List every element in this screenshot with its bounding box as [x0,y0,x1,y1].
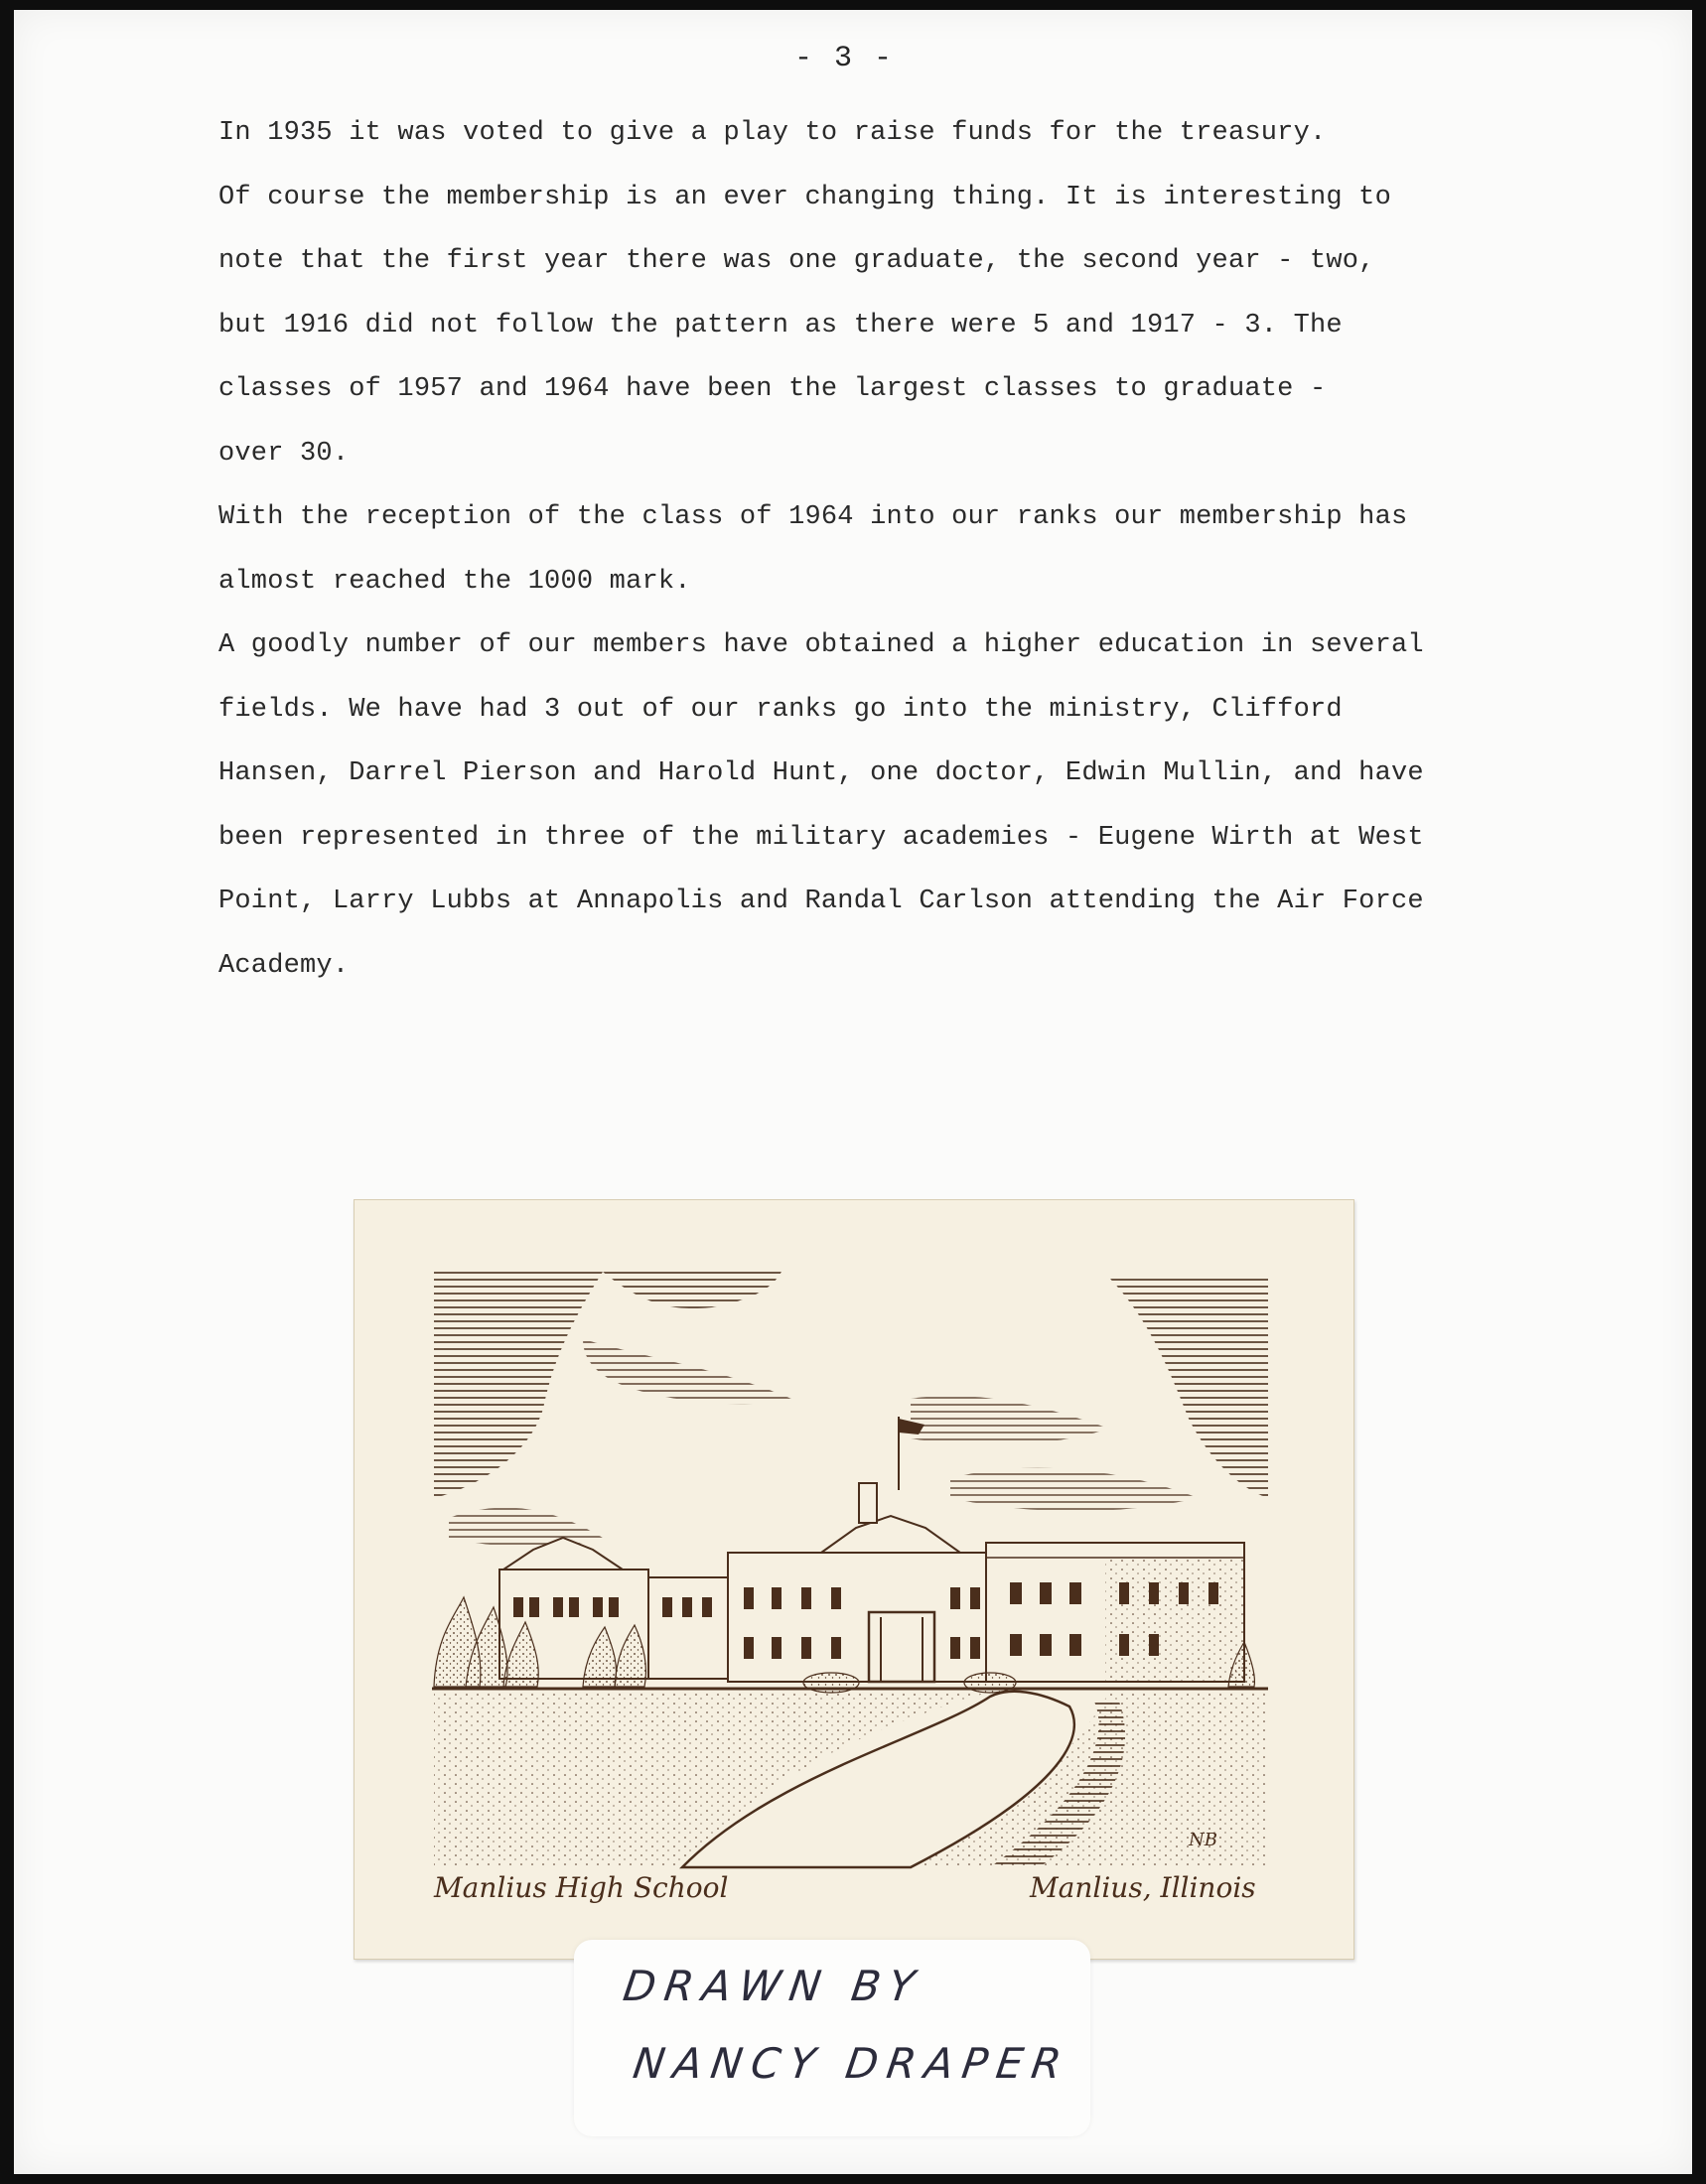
caption-location: Manlius, Illinois [1030,1871,1256,1904]
text-line: note that the first year there was one graduate, the second year - two, [218,246,1375,276]
artist-label-card [574,1940,1090,2136]
text-line: Of course the membership is an ever changing thing. It is interesting to [218,182,1391,212]
caption-school-name: Manlius High School [434,1871,729,1904]
chimney [859,1483,877,1523]
text-line: fields. We have had 3 out of our ranks go into the ministry, Clifford [218,694,1343,725]
cloud-hatch-2 [911,1396,1109,1445]
text-line: Academy. [218,950,350,981]
text-line: classes of 1957 and 1964 have been the largest classes to graduate - [218,374,1327,404]
sky-hatch-right [1109,1278,1268,1498]
text-line: been represented in three of the military academies - Eugene Wirth at West [218,822,1424,853]
school-drawing [355,1200,1353,1959]
cloud-hatch-1 [583,1339,791,1404]
text-line: almost reached the 1000 mark. [218,566,691,597]
sky-hatch-left [434,1272,603,1498]
cloud-hatch-3 [950,1468,1199,1512]
handwritten-artist-name: NANCY DRAPER [630,2039,1073,2088]
artist-initials: NB [1189,1830,1217,1850]
entrance-portico [869,1612,934,1682]
text-line: In 1935 it was voted to give a play to raise funds for the treasury. [218,118,1327,148]
school-illustration [354,1199,1354,1960]
text-line: over 30. [218,438,350,469]
text-line: With the reception of the class of 1964 into our ranks our membership has [218,502,1408,532]
text-line: Hansen, Darrel Pierson and Harold Hunt, one doctor, Edwin Mullin, and have [218,758,1424,788]
cloud-hatch-4 [449,1508,603,1548]
right-wing-texture [1105,1560,1244,1681]
handwritten-drawn-by: DRAWN BY [620,1962,926,2010]
page-number: - 3 - [794,42,895,75]
left-connector [648,1577,728,1679]
text-line: but 1916 did not follow the pattern as there were 5 and 1917 - 3. The [218,310,1343,341]
sky-hatch-top [603,1272,782,1308]
main-building [728,1553,986,1682]
text-line: A goodly number of our members have obtained a higher education in several [218,630,1424,660]
text-line: Point, Larry Lubbs at Annapolis and Randal Carlson attending the Air Force [218,887,1424,916]
body-text [218,101,1470,998]
main-pediment [821,1516,960,1553]
